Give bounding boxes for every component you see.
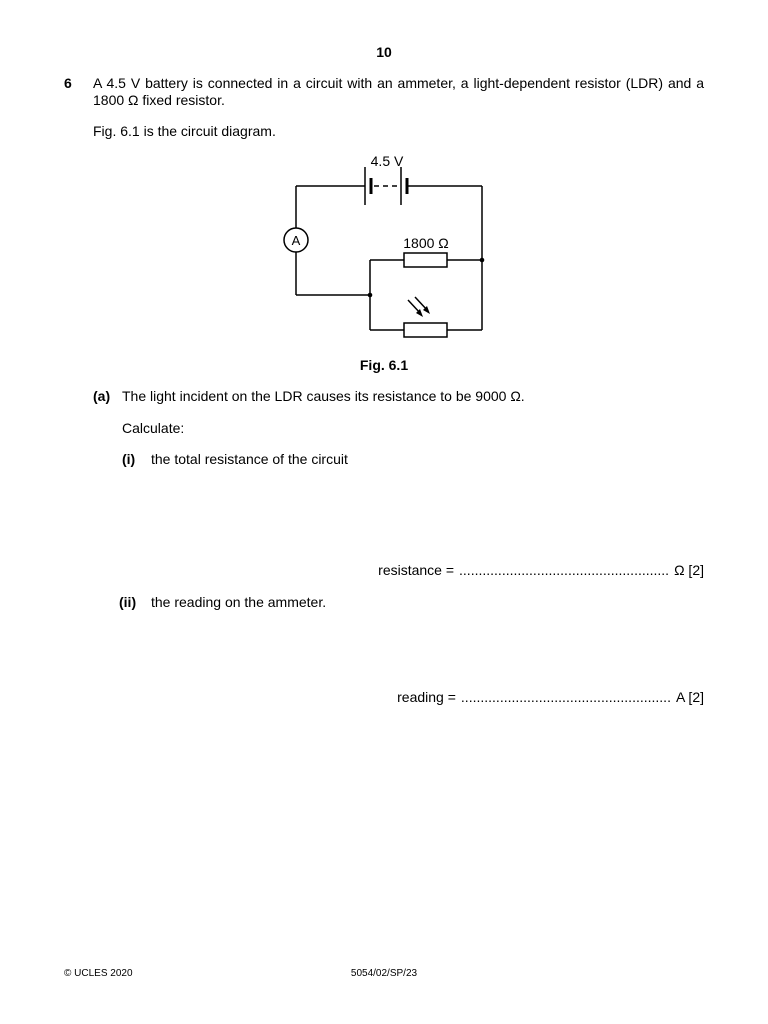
calculate-instruction: Calculate: — [122, 420, 185, 436]
answer-suffix: Ω [2] — [674, 562, 704, 578]
battery-label: 4.5 V — [370, 153, 404, 169]
figure-caption: Fig. 6.1 — [359, 357, 409, 373]
page-number: 10 — [376, 44, 392, 60]
footer-code: 5054/02/SP/23 — [350, 968, 418, 979]
part-a-text: The light incident on the LDR causes its resistance to be 9000 Ω. — [122, 388, 525, 404]
question-number: 6 — [64, 75, 72, 91]
answer-prefix: reading = — [397, 689, 456, 705]
sub-i-label: (i) — [122, 451, 136, 467]
battery-symbol — [365, 167, 407, 205]
ldr-symbol — [404, 323, 447, 337]
answer-line-resistance — [378, 562, 704, 578]
sub-i-text: the total resistance of the circuit — [151, 451, 348, 467]
part-a-label: (a) — [93, 388, 111, 404]
answer-blank[interactable]: ...................................................... — [460, 689, 671, 705]
fixed-resistor-symbol — [404, 253, 447, 267]
junction-dot-right — [480, 258, 485, 263]
answer-prefix: resistance = — [378, 562, 455, 578]
answer-blank[interactable]: ...................................................... — [459, 562, 670, 578]
footer-copyright: © UCLES 2020 — [64, 968, 133, 979]
sub-ii-label: (ii) — [119, 594, 137, 610]
figure-intro: Fig. 6.1 is the circuit diagram. — [93, 123, 276, 139]
circuit-diagram — [270, 150, 500, 350]
ammeter-label: A — [291, 233, 301, 248]
resistor-label: 1800 Ω — [403, 235, 449, 251]
question-stem: A 4.5 V battery is connected in a circuit with an ammeter, a light-dependent resistor (LDR) and a 1800 Ω fixed resistor. — [93, 75, 704, 108]
junction-dot-left — [368, 293, 373, 298]
answer-suffix: A [2] — [675, 689, 704, 705]
answer-line-reading — [397, 689, 704, 705]
sub-ii-text: the reading on the ammeter. — [151, 594, 327, 610]
